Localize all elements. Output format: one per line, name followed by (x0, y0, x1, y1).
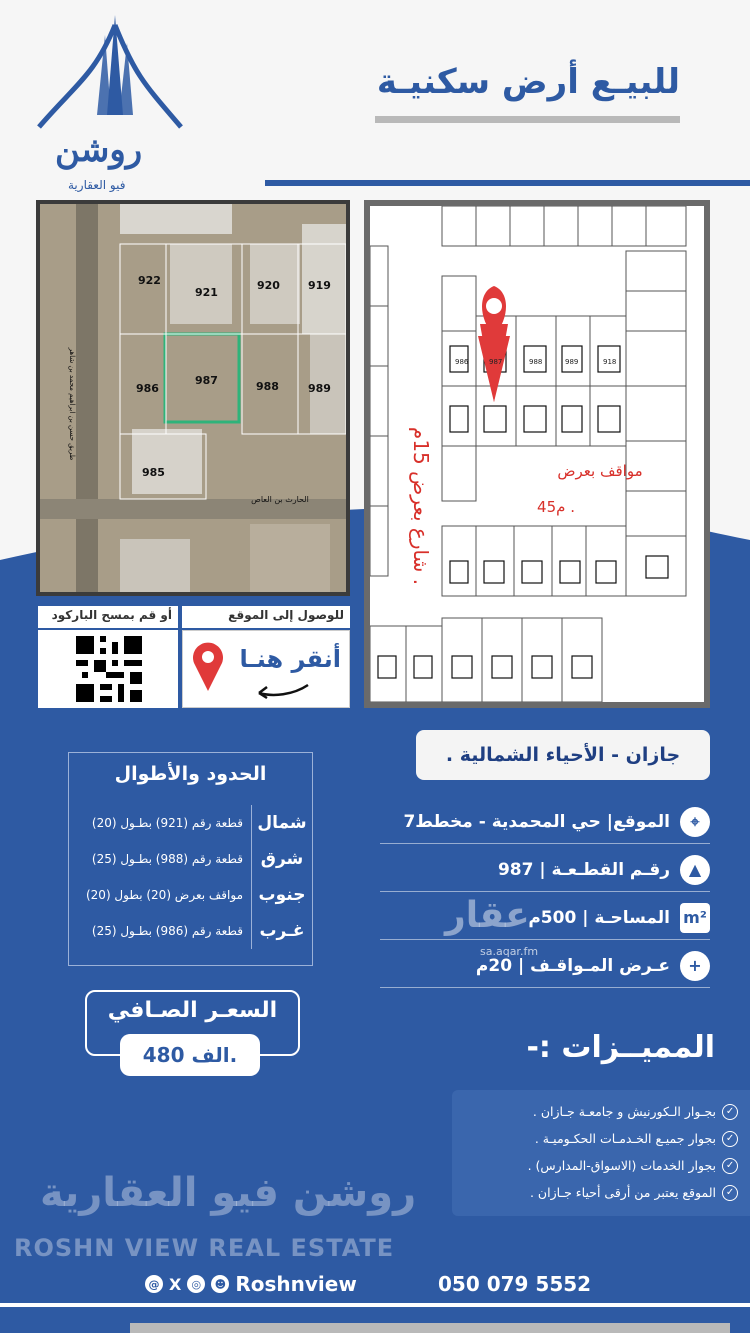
info-row-plot (380, 848, 710, 892)
info-text: رقـم القطـعـة | 987 (497, 859, 670, 880)
phone-number[interactable]: 050 079 5552 (438, 1272, 592, 1296)
info-text: الموقع| حي المحمدية - مخطط7 (403, 811, 670, 832)
street-width-label: شارع بعرض 15م . (409, 426, 433, 586)
check-icon: ✓ (722, 1158, 738, 1174)
watermark-url: sa.aqar.fm (480, 945, 539, 958)
svg-text:918: 918 (603, 358, 617, 366)
qr-code[interactable] (38, 630, 178, 708)
logo-icon (35, 15, 185, 135)
plot-label: 986 (136, 382, 159, 395)
feature-item: ✓ بجوار الخدمات (الاسواق-المدارس) . (460, 1152, 738, 1179)
location-pin-icon (191, 641, 225, 695)
scan-label: أو قم بمسح الباركود (38, 606, 178, 628)
features-list (452, 1090, 750, 1216)
site-plan[interactable] (364, 200, 710, 708)
arrow-icon (253, 681, 313, 701)
divider (130, 1323, 730, 1333)
reach-button-label: أنقر هنـا (239, 645, 341, 673)
logo-subtitle: فيو العقارية (68, 178, 126, 192)
plot-label: 920 (257, 279, 280, 292)
watermark: عقار (445, 895, 530, 936)
plot-label: 919 (308, 279, 331, 292)
bounds-direction: شمال (257, 813, 307, 833)
svg-text:988: 988 (529, 358, 543, 366)
instagram-icon[interactable]: ◎ (187, 1275, 205, 1293)
plot-label: 985 (142, 466, 165, 479)
divider (0, 1303, 750, 1307)
features-title: المميــزات :- (526, 1030, 715, 1065)
plot-label: 987 (195, 374, 218, 387)
bounds-row (69, 913, 312, 949)
svg-text:986: 986 (455, 358, 469, 366)
street-label: الحارث بن العاص (251, 495, 309, 504)
plot-label: 922 (138, 274, 161, 287)
check-icon: ✓ (722, 1185, 738, 1201)
parking-label: مواقف بعرض (557, 462, 643, 480)
bounds-value: مواقف بعرض (20) بطول (20) (69, 877, 252, 913)
logo-name: روشن (55, 130, 143, 170)
parking-width: 45م . (537, 498, 575, 516)
reach-label: للوصول إلى الموقع (182, 606, 350, 628)
check-icon: ✓ (722, 1131, 738, 1147)
info-text: المساحـة | 500م (528, 907, 670, 928)
threads-icon[interactable]: @ (145, 1275, 163, 1293)
info-row-area (380, 896, 710, 940)
bounds-row (69, 805, 312, 841)
bounds-direction: غـرب (259, 921, 305, 941)
info-text: عـرض المـواقـف | 20م (475, 955, 670, 976)
price-value: 480 الف. (120, 1034, 260, 1076)
info-row-parking (380, 944, 710, 988)
svg-text:987: 987 (489, 358, 503, 366)
feature-item: ✓ بجوار جميـع الخـدمـات الحكـوميـة . (460, 1125, 738, 1152)
feature-item: ✓ الموقع يعتبر من أرقى أحياء جـازان . (460, 1179, 738, 1206)
x-icon[interactable]: X (169, 1274, 182, 1294)
bounds-table (68, 752, 313, 966)
snapchat-icon[interactable]: ☻ (211, 1275, 229, 1293)
svg-text:989: 989 (565, 358, 579, 366)
price-label: السعـر الصـافي (85, 990, 300, 1056)
brand-english: ROSHN VIEW REAL ESTATE (14, 1234, 395, 1262)
bounds-value: قطعة رقم (921) بطـول (20) (69, 805, 252, 841)
qr-code-icon (76, 636, 142, 702)
street-label: طريق حسن بن ابراهيم محمد بن شاهر (68, 347, 76, 461)
bounds-title: الحدود والأطوال (114, 763, 267, 785)
bounds-value: قطعة رقم (986) بطـول (25) (69, 913, 252, 949)
plot-icon: ▲ (680, 855, 710, 885)
plot-label: 988 (256, 380, 279, 393)
bounds-row (69, 877, 312, 913)
bounds-direction: جنوب (258, 885, 306, 905)
reach-location-button[interactable] (182, 630, 350, 708)
area-icon: m² (680, 903, 710, 933)
divider (265, 180, 750, 186)
bounds-direction: شرق (260, 849, 304, 869)
plot-label: 989 (308, 382, 331, 395)
bounds-value: قطعة رقم (988) بطـول (25) (69, 841, 252, 877)
brand-arabic: روشن فيو العقارية (40, 1170, 417, 1216)
plus-icon: + (680, 951, 710, 981)
satellite-map[interactable] (36, 200, 350, 596)
handle-text: Roshnview (235, 1272, 357, 1296)
social-handle[interactable] (145, 1272, 357, 1296)
info-row-location (380, 800, 710, 844)
location-icon: ⌖ (680, 807, 710, 837)
page-title: للبيـع أرض سكنيـة (376, 62, 680, 102)
check-icon: ✓ (722, 1104, 738, 1120)
location-pill: جازان - الأحياء الشمالية . (416, 730, 710, 780)
divider (375, 116, 680, 123)
bounds-row (69, 841, 312, 877)
plot-label: 921 (195, 286, 218, 299)
feature-item: ✓ بجـوار الـكورنيش و جامعـة جـازان . (460, 1098, 738, 1125)
